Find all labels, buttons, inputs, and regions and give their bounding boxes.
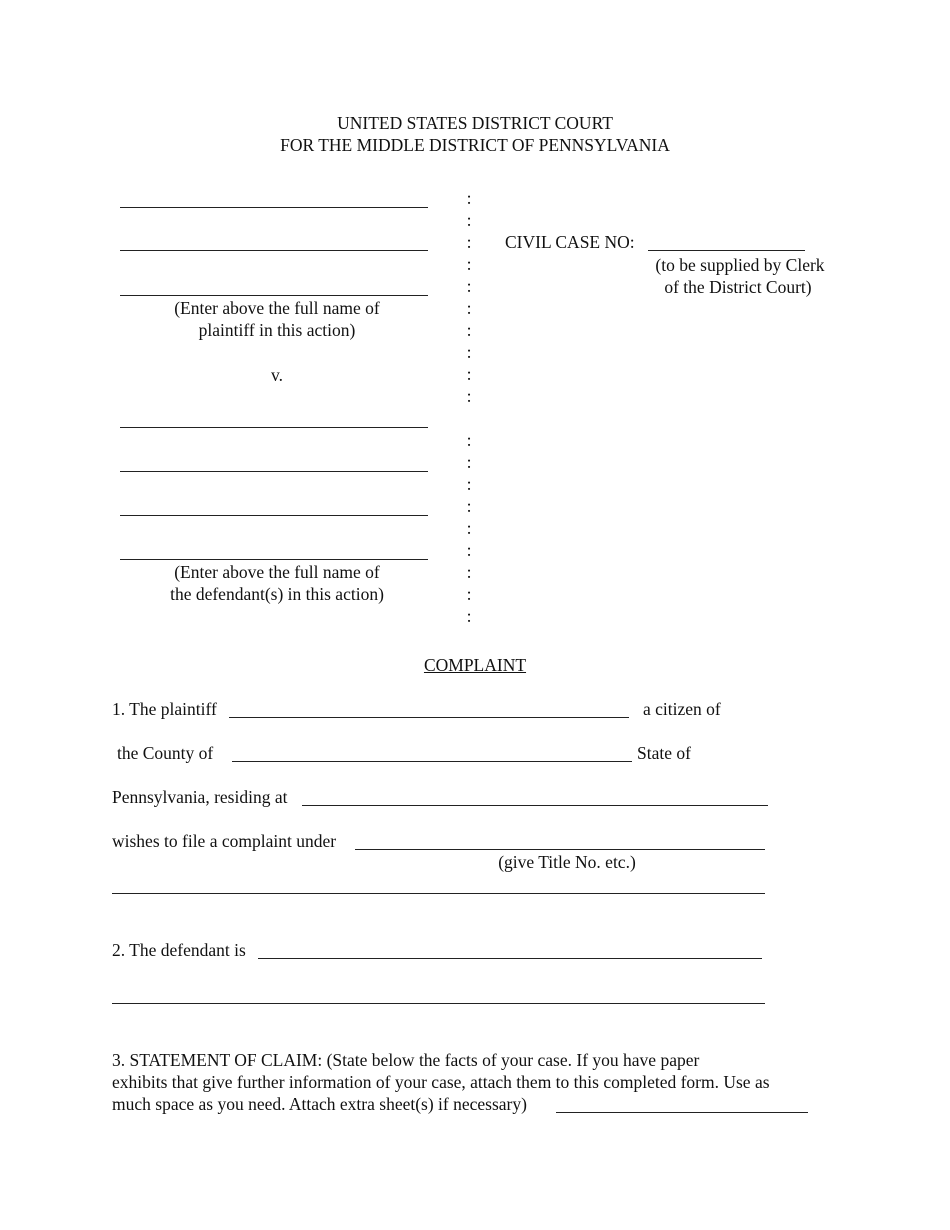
statement-of-claim-field[interactable]: [556, 1112, 808, 1113]
caption-separator: :: [466, 518, 472, 538]
residing-label: Pennsylvania, residing at: [112, 787, 288, 807]
caption-separator: :: [466, 210, 472, 230]
complaint-title: COMPLAINT: [423, 655, 527, 675]
caption-separator: :: [466, 254, 472, 274]
caption-separator: :: [466, 320, 472, 340]
defendant-note: (Enter above the full name of: [174, 562, 380, 582]
plaintiff-note: (Enter above the full name of: [174, 298, 380, 318]
plaintiff-name-line-1[interactable]: [120, 207, 428, 208]
county-field[interactable]: [232, 761, 632, 762]
complaint-under-label: wishes to file a complaint under: [112, 831, 337, 851]
title-no-note: (give Title No. etc.): [498, 852, 636, 872]
plaintiff-note: plaintiff in this action): [198, 320, 356, 340]
caption-separator: :: [466, 232, 472, 252]
case-no-note: of the District Court): [664, 277, 812, 297]
court-district: FOR THE MIDDLE DISTRICT OF PENNSYLVANIA: [280, 135, 670, 155]
caption-separator: :: [466, 474, 472, 494]
case-no-note: (to be supplied by Clerk: [655, 255, 825, 275]
caption-separator: :: [466, 562, 472, 582]
statute-field-continued[interactable]: [112, 893, 765, 894]
plaintiff-name-line-3[interactable]: [120, 295, 428, 296]
defendant-name-line-1[interactable]: [120, 427, 428, 428]
plaintiff-label: 1. The plaintiff: [112, 699, 217, 719]
caption-separator: :: [466, 188, 472, 208]
statement-of-claim-text: exhibits that give further information of your case, attach them to this completed form. Use as: [112, 1072, 770, 1092]
plaintiff-name-line-2[interactable]: [120, 250, 428, 251]
caption-separator: :: [466, 496, 472, 516]
caption-separator: :: [466, 342, 472, 362]
versus-label: v.: [271, 365, 283, 385]
defendant-field[interactable]: [258, 958, 762, 959]
caption-separator: :: [466, 606, 472, 626]
caption-separator: :: [466, 452, 472, 472]
defendant-name-line-4[interactable]: [120, 559, 428, 560]
caption-separator: :: [466, 430, 472, 450]
defendant-field-continued[interactable]: [112, 1003, 765, 1004]
caption-separator: :: [466, 298, 472, 318]
state-of-label: State of: [637, 743, 691, 763]
caption-separator: :: [466, 386, 472, 406]
citizen-of-label: a citizen of: [643, 699, 721, 719]
caption-separator: :: [466, 584, 472, 604]
caption-separator: :: [466, 364, 472, 384]
county-label: the County of: [117, 743, 214, 763]
case-no-label: CIVIL CASE NO:: [505, 232, 635, 252]
court-name: UNITED STATES DISTRICT COURT: [337, 113, 613, 133]
residence-field[interactable]: [302, 805, 768, 806]
defendant-label: 2. The defendant is: [112, 940, 246, 960]
statement-of-claim-text: much space as you need. Attach extra sheet(s) if necessary): [112, 1094, 527, 1114]
defendant-name-line-3[interactable]: [120, 515, 428, 516]
case-no-field[interactable]: [648, 250, 805, 251]
plaintiff-name-field[interactable]: [229, 717, 629, 718]
caption-separator: :: [466, 276, 472, 296]
defendant-note: the defendant(s) in this action): [170, 584, 384, 604]
statute-field[interactable]: [355, 849, 765, 850]
statement-of-claim-text: 3. STATEMENT OF CLAIM: (State below the facts of your case. If you have paper: [112, 1050, 700, 1070]
caption-separator: :: [466, 540, 472, 560]
defendant-name-line-2[interactable]: [120, 471, 428, 472]
